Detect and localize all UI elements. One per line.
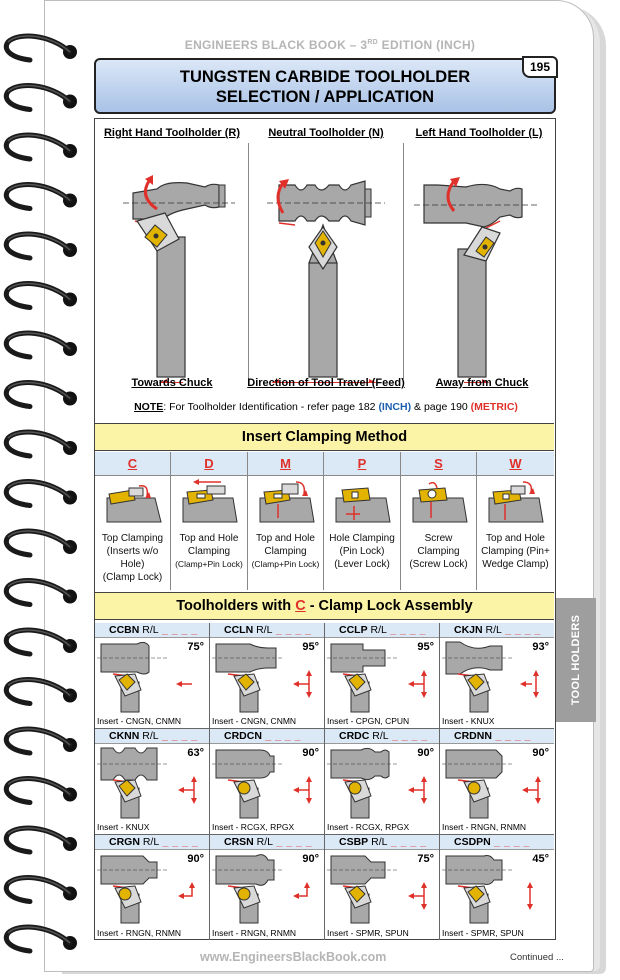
- toolholder-cell-crdc: [325, 729, 440, 835]
- toolholder-code-text: CKNN: [109, 730, 140, 742]
- toolholder-code-text: CRDC: [339, 730, 370, 742]
- clamp-desc-line: Screw: [424, 533, 453, 544]
- assembly-heading-prefix: Toolholders with: [176, 598, 296, 614]
- feed-arrow-head: [306, 692, 312, 698]
- toolholder-code-blanks: _ _ _ _: [491, 730, 531, 742]
- toolholder-code-text: CCLP: [339, 624, 368, 636]
- clamp-code: M: [248, 452, 323, 476]
- spiral-coil: [6, 779, 77, 803]
- insert-designation: Insert - CNGN, CNMN: [97, 716, 182, 726]
- approach-angle: 90°: [302, 853, 319, 865]
- toolholder-code: [95, 623, 209, 638]
- toolholder-code: [440, 729, 554, 744]
- right-hand-caption: Towards Chuck: [131, 377, 213, 389]
- feed-arrow-head: [293, 681, 299, 687]
- feed-arrow-head: [293, 893, 299, 899]
- approach-angle: 95°: [302, 641, 319, 653]
- page-number: 195: [522, 56, 558, 78]
- clamp-desc-line: Clamping (Pin+: [481, 546, 550, 557]
- insert-designation: Insert - KNUX: [97, 822, 150, 832]
- book-header: [100, 38, 560, 52]
- approach-angle: 75°: [187, 641, 204, 653]
- feed-arrow-head: [533, 692, 539, 698]
- toolholder-hand: R/L: [253, 836, 274, 848]
- feed-arrow-head: [408, 787, 414, 793]
- assembly-heading-code: C: [295, 598, 306, 614]
- spiral-coil: [6, 284, 77, 308]
- feed-arrow-head: [189, 882, 195, 888]
- insert-designation: Insert - RCGX, RPGX: [212, 822, 295, 832]
- clamp-m-diagram: [248, 476, 324, 532]
- insert-designation: Insert - RNGN, RNMN: [212, 928, 297, 938]
- left-hand-label: Left Hand Toolholder (L): [415, 127, 543, 139]
- clamp-code: C: [95, 452, 170, 476]
- insert-shape: [468, 782, 480, 794]
- clamp-desc-line: Top Clamping: [101, 533, 164, 544]
- toolholder-code-blanks: _ _ _ _: [158, 624, 198, 636]
- feed-arrow-head: [421, 904, 427, 910]
- toolholder-hand: R/L: [139, 730, 159, 742]
- toolholder-code-blanks: _ _ _ _: [388, 730, 428, 742]
- insert-designation: Insert - RCGX, RPGX: [327, 822, 410, 832]
- spiral-coil: [6, 581, 77, 605]
- toolholder-cell-crdcn: [210, 729, 325, 835]
- spiral-coil: [6, 432, 77, 456]
- toolholder-code-text: CCBN: [109, 624, 140, 636]
- book-title-suffix: EDITION (INCH): [378, 38, 476, 52]
- page-title-box: [94, 58, 556, 114]
- toolholder-code-text: CRDNN: [454, 730, 492, 742]
- approach-angle: 63°: [187, 747, 204, 759]
- clamp-desc-line: Top and Hole: [256, 533, 315, 544]
- feed-arrow-head: [527, 882, 533, 888]
- approach-angle: 90°: [302, 747, 319, 759]
- clamp-desc-line: (Screw Lock): [409, 559, 468, 570]
- note-metric-ref: (METRIC): [470, 401, 518, 413]
- footer-continued: Continued ...: [510, 952, 564, 963]
- clamp-code: W: [477, 452, 554, 476]
- toolholder-code: [210, 729, 324, 744]
- toolholder-code-blanks: _ _ _ _: [261, 730, 301, 742]
- clamp-description: [171, 532, 247, 571]
- clamp-desc-line: (Pin Lock): [339, 546, 385, 557]
- feed-arrow-head: [306, 670, 312, 676]
- page-title-line2: SELECTION / APPLICATION: [215, 88, 435, 106]
- clamp-method-c: [95, 452, 171, 590]
- toolholder-hand: R/L: [369, 730, 389, 742]
- toolholder-code: [440, 835, 554, 850]
- clamp-description: [248, 532, 323, 571]
- spiral-coil: [6, 729, 77, 753]
- toolholder-code: [325, 623, 439, 638]
- toolholder-code-blanks: _ _ _ _: [159, 836, 199, 848]
- toolholder-code: [440, 623, 554, 638]
- clamp-method-m: [248, 452, 324, 590]
- feed-arrow-head: [522, 787, 528, 793]
- spiral-coil: [6, 185, 77, 209]
- toolholder-cell-ccbn: [95, 623, 210, 729]
- toolholder-code: [210, 623, 324, 638]
- spiral-coil: [6, 482, 77, 506]
- spiral-coil: [6, 828, 77, 852]
- feed-arrow-head: [421, 670, 427, 676]
- side-tab-label: TOOL HOLDERS: [570, 614, 582, 706]
- toolholder-code-blanks: _ _ _ _: [387, 836, 427, 848]
- content-frame: [94, 118, 556, 940]
- toolholder-code-text: CSBP: [339, 836, 369, 848]
- approach-angle: 93°: [532, 641, 549, 653]
- clamping-heading: Insert Clamping Method: [95, 423, 554, 451]
- feed-arrow-head: [421, 882, 427, 888]
- spiral-coil: [6, 36, 77, 60]
- neutral-caption: Direction of Tool Travel (Feed): [247, 377, 405, 389]
- clamp-description: [477, 532, 554, 571]
- spiral-coil: [6, 86, 77, 110]
- insert-designation: Insert - SPMR, SPUN: [327, 928, 409, 938]
- feed-arrow-head: [533, 670, 539, 676]
- toolholder-code-blanks: _ _ _ _: [501, 624, 541, 636]
- insert-designation: Insert - CNGN, CNMN: [212, 716, 297, 726]
- clamp-code: D: [171, 452, 247, 476]
- clamp-desc-line: (Clamp Lock): [102, 572, 163, 583]
- book-title: ENGINEERS BLACK BOOK – 3: [184, 38, 368, 52]
- side-tab-tool-holders[interactable]: [556, 598, 596, 722]
- insert-designation: Insert - RNGN, RNMN: [97, 928, 182, 938]
- toolholder-code: [325, 835, 439, 850]
- toolholder-code: [210, 835, 324, 850]
- spiral-coil: [6, 927, 77, 951]
- note-prefix: NOTE: [134, 401, 164, 413]
- feed-arrow-head: [527, 904, 533, 910]
- insert-shape: [238, 888, 250, 900]
- toolholder-code-text: CSDPN: [454, 836, 491, 848]
- clamp-desc-line: Top and Hole: [486, 533, 545, 544]
- toolholder-hand: R/L: [367, 624, 387, 636]
- clamp-desc-line: Hole Clamping: [329, 533, 395, 544]
- insert-designation: Insert - KNUX: [442, 716, 495, 726]
- clamp-desc-line: Clamping: [417, 546, 460, 557]
- toolholder-cell-crdnn: [440, 729, 554, 835]
- feed-arrow-head: [535, 798, 541, 804]
- toolholder-grid: [95, 623, 554, 940]
- spiral-coil: [6, 135, 77, 159]
- spiral-coil: [6, 234, 77, 258]
- toolholder-code-blanks: _ _ _ _: [273, 836, 313, 848]
- clamp-description: [401, 532, 476, 571]
- toolholder-hand: R/L: [139, 624, 159, 636]
- toolholder-cell-ckjn: [440, 623, 554, 729]
- toolholder-cell-cknn: [95, 729, 210, 835]
- feed-arrow-head: [408, 681, 414, 687]
- clamp-desc-line: Top and Hole: [179, 533, 239, 544]
- clamp-desc-line: (Lever Lock): [334, 559, 390, 570]
- feed-arrow-head: [191, 798, 197, 804]
- clamp-description: [324, 532, 400, 571]
- insert-designation: Insert - RNGN, RNMN: [442, 822, 527, 832]
- spiral-binding: [0, 0, 80, 980]
- left-hand-caption: Away from Chuck: [435, 377, 529, 389]
- toolholder-hand: R/L: [482, 624, 502, 636]
- clamp-p-diagram: [324, 476, 401, 532]
- approach-angle: 75°: [417, 853, 434, 865]
- feed-arrow-head: [191, 776, 197, 782]
- spiral-coil: [6, 531, 77, 555]
- assembly-heading-suffix: - Clamp Lock Assembly: [305, 598, 473, 614]
- insert-shape: [349, 782, 361, 794]
- toolholder-code-text: CRGN: [109, 836, 140, 848]
- clamp-desc-line: (Clamp+Pin Lock): [175, 559, 243, 569]
- toolholder-cell-crsn: [210, 835, 325, 940]
- clamp-method-w: [477, 452, 554, 590]
- clamp-desc-line: (Clamp+Pin Lock): [251, 559, 320, 569]
- page-title-line1: TUNGSTEN CARBIDE TOOLHOLDER: [179, 68, 471, 86]
- feed-arrow-head: [306, 776, 312, 782]
- right-hand-toolholder-figure: [95, 151, 248, 383]
- note-text: : For Toolholder Identification - refer page 182: [163, 401, 379, 413]
- toolholder-code: [325, 729, 439, 744]
- feed-arrow-head: [178, 893, 184, 899]
- assembly-heading: [95, 592, 554, 620]
- feed-arrow-head: [535, 776, 541, 782]
- toolholder-cell-csdpn: [440, 835, 554, 940]
- feed-arrow-head: [293, 787, 299, 793]
- clamp-desc-line: (Inserts w/o Hole): [106, 546, 159, 570]
- note-inch-ref: (INCH): [378, 401, 412, 413]
- note-mid: & page 190: [411, 401, 471, 413]
- clamp-desc-line: Clamping: [264, 546, 307, 557]
- clamp-method-s: [401, 452, 477, 590]
- book-title-sup: RD: [367, 39, 379, 46]
- approach-angle: 90°: [417, 747, 434, 759]
- approach-angle: 95°: [417, 641, 434, 653]
- insert-designation: Insert - SPMR, SPUN: [442, 928, 524, 938]
- neutral-label: Neutral Toolholder (N): [268, 127, 384, 139]
- clamp-code: P: [324, 452, 400, 476]
- toolholder-cell-cclp: [325, 623, 440, 729]
- spiral-coil: [6, 333, 77, 357]
- feed-arrow-head: [408, 893, 414, 899]
- left-hand-toolholder-figure: [404, 151, 555, 383]
- toolholder-hand: R/L: [253, 624, 273, 636]
- insert-designation: Insert - CPGN, CPUN: [327, 716, 410, 726]
- insert-shape: [238, 782, 250, 794]
- footer-url[interactable]: www.EngineersBlackBook.com: [200, 950, 387, 964]
- neutral-toolholder-figure: [249, 151, 403, 383]
- right-hand-label: Right Hand Toolholder (R): [103, 127, 241, 139]
- toolholder-code-text: CKJN: [454, 624, 483, 636]
- toolholder-code-blanks: _ _ _ _: [490, 836, 530, 848]
- feed-arrow-head: [421, 692, 427, 698]
- approach-angle: 45°: [532, 853, 549, 865]
- toolholder-code-text: CRSN: [224, 836, 254, 848]
- clamp-description: [95, 532, 170, 584]
- toolholder-code-blanks: _ _ _ _: [386, 624, 426, 636]
- insert-shape: [119, 888, 131, 900]
- clamp-method-d: [171, 452, 248, 590]
- spiral-coil: [6, 680, 77, 704]
- clamp-method-p: [324, 452, 401, 590]
- toolholder-code-blanks: _ _ _ _: [158, 730, 198, 742]
- approach-angle: 90°: [187, 853, 204, 865]
- toolholder-code-text: CCLN: [224, 624, 254, 636]
- spiral-coil: [6, 630, 77, 654]
- clamp-code: S: [401, 452, 476, 476]
- toolholder-code-text: CRDCN: [224, 730, 262, 742]
- identification-note: [95, 401, 557, 413]
- feed-arrow-head: [176, 681, 182, 687]
- spiral-coil: [6, 383, 77, 407]
- feed-arrow-head: [304, 882, 310, 888]
- feed-arrow-head: [306, 798, 312, 804]
- toolholder-code: [95, 729, 209, 744]
- feed-arrow-head: [421, 776, 427, 782]
- feed-arrow-head: [178, 787, 184, 793]
- clamp-s-diagram: [401, 476, 477, 532]
- spiral-coil: [6, 878, 77, 902]
- toolholder-cell-ccln: [210, 623, 325, 729]
- toolholder-code: [95, 835, 209, 850]
- clamp-desc-line: Wedge Clamp): [482, 559, 549, 570]
- approach-angle: 90°: [532, 747, 549, 759]
- clamp-d-diagram: [171, 476, 248, 532]
- toolholder-cell-csbp: [325, 835, 440, 940]
- toolholder-hand: R/L: [368, 836, 388, 848]
- toolholder-code-blanks: _ _ _ _: [272, 624, 312, 636]
- toolholder-hand: R/L: [139, 836, 160, 848]
- clamp-desc-line: Clamping: [187, 546, 231, 557]
- feed-arrow-head: [421, 798, 427, 804]
- clamp-w-diagram: [477, 476, 554, 532]
- toolholder-cell-crgn: [95, 835, 210, 940]
- clamping-methods: [95, 452, 554, 590]
- feed-arrow-head: [520, 681, 526, 687]
- clamp-c-diagram: [95, 476, 171, 532]
